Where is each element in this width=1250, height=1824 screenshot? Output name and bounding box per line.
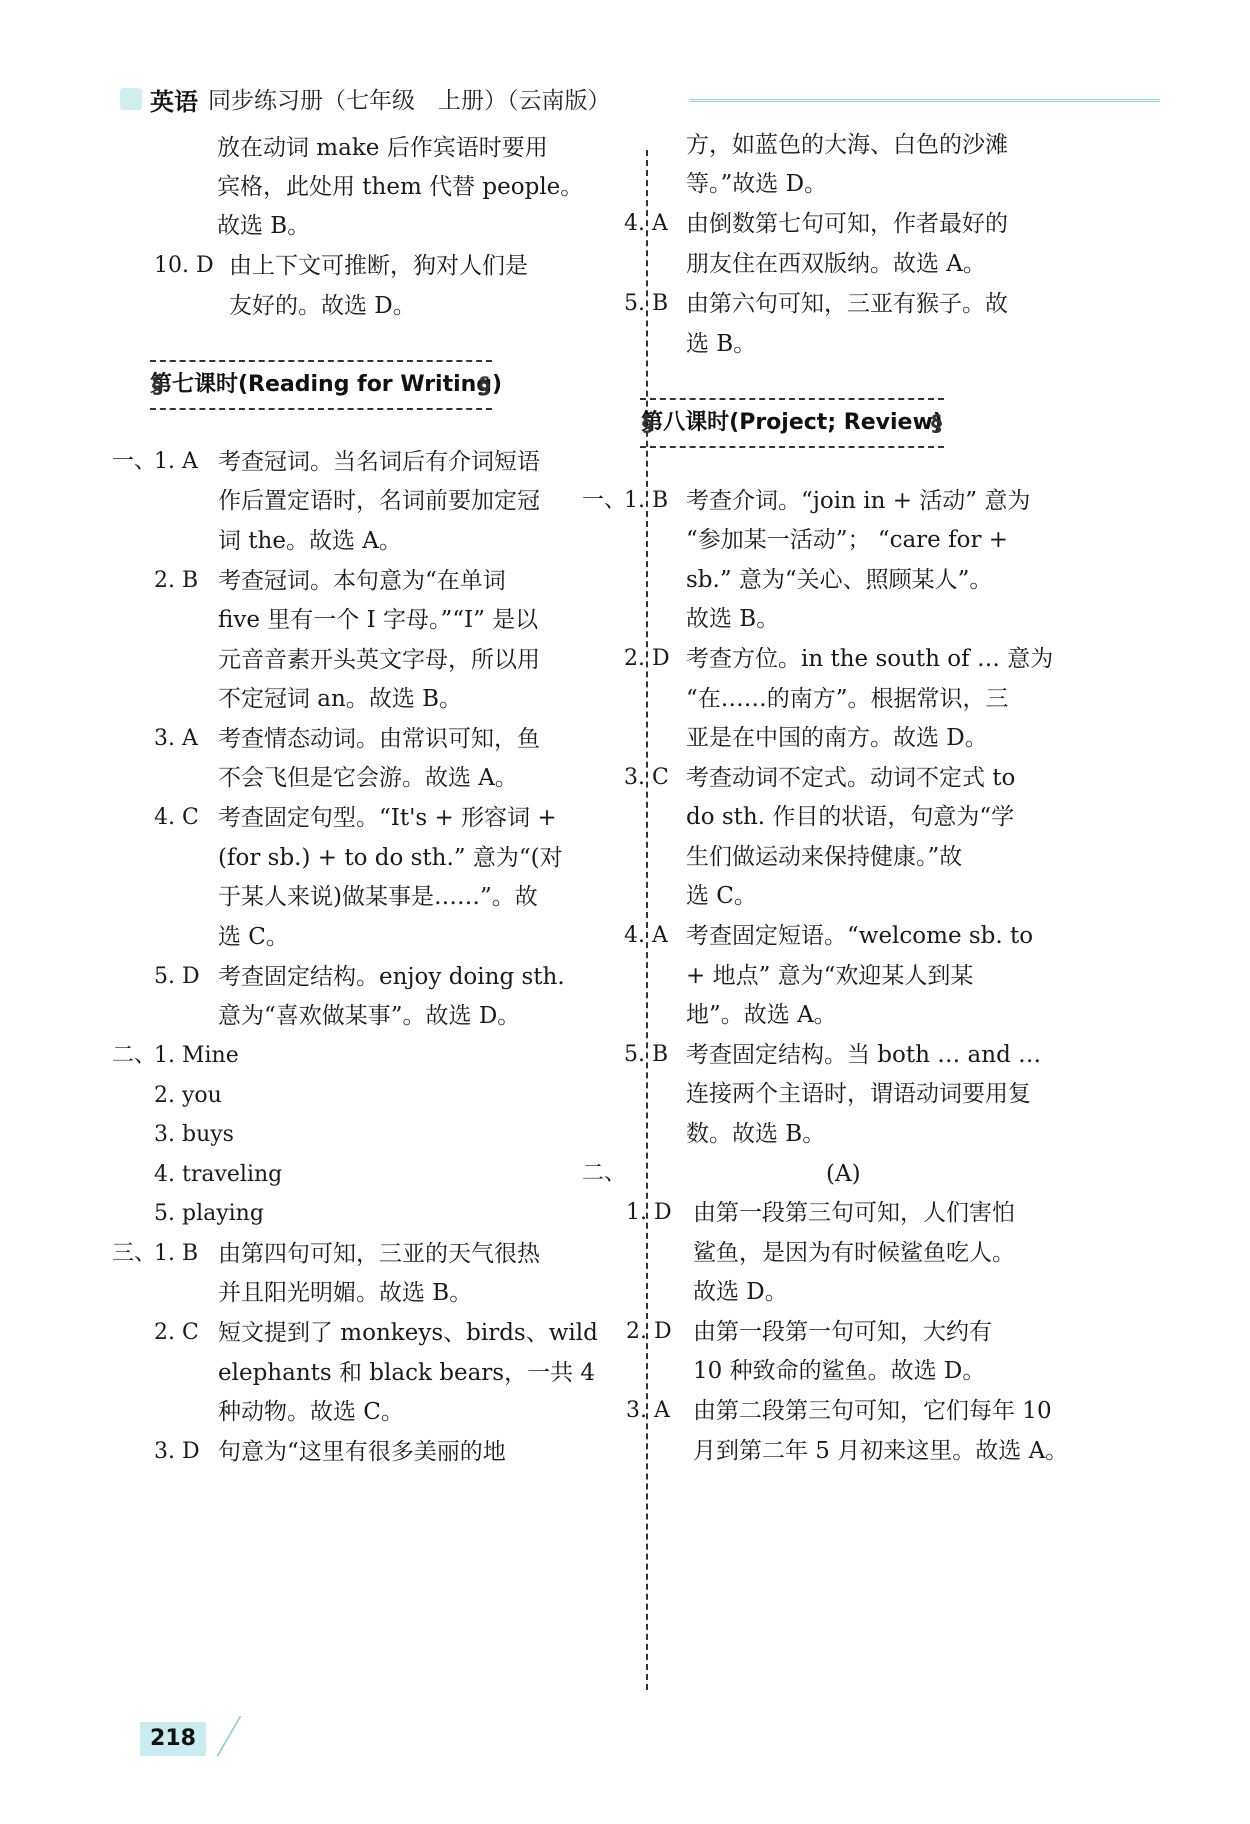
answer-line: 生们做运动来保持健康。”故 [686,844,963,870]
answer-line: 句意为“这里有很多美丽的地 [218,1439,506,1465]
question-number: 1. B [154,1241,199,1266]
answer-line: 10 种致命的鲨鱼。故选 D。 [693,1358,986,1384]
answer-line: 考查介词。“join in + 活动” 意为 [686,488,1031,514]
question-number: 5. B [624,291,669,316]
answer-line: 亚是在中国的南方。故选 D。 [686,725,988,751]
answer-line: 考查固定句型。“It's + 形容词 + [218,805,557,831]
answer-line: 选 B。 [686,331,757,357]
question-number: 3. D [154,1439,200,1464]
section-title-lesson8: § 第八课时(Project; Review) § [640,398,944,448]
answer-line: 连接两个主语时，谓语动词要用复 [686,1081,1031,1107]
answer-line: 等。”故选 D。 [686,171,828,197]
fill-answer: 3. buys [154,1122,234,1147]
part-label: 三、 [112,1241,157,1266]
answer-line: 朋友住在西双版纳。故选 A。 [686,251,986,277]
question-number: 1. B [624,488,669,513]
answer-line: 种动物。故选 C。 [218,1399,404,1425]
answer-line: 不定冠词 an。故选 B。 [218,686,463,712]
answer-line: 考查情态动词。由常识可知，鱼 [218,726,540,752]
answer-line: 不会飞但是它会游。故选 A。 [218,765,518,791]
answer-line: 考查固定短语。“welcome sb. to [686,923,1034,949]
question-number: 2. D [626,1319,672,1344]
answer-line: 由上下文可推断，狗对人们是 [229,253,528,279]
answer-line: 数。故选 B。 [686,1121,826,1147]
question-number: 10. D [154,253,214,278]
answer-line: 考查动词不定式。动词不定式 to [686,765,1016,791]
answer-line: 由第二段第三句可知，它们每年 10 [693,1398,1052,1424]
part-label: 二、 [112,1043,157,1068]
fill-answer: 1. Mine [154,1043,239,1068]
page-header [120,78,1160,118]
answer-line: 作后置定语时，名词前要加定冠 [218,488,540,514]
answer-line: 方，如蓝色的大海、白色的沙滩 [686,132,1008,158]
answer-line: 并且阳光明媚。故选 B。 [218,1280,473,1306]
part-label: 一、 [112,449,157,474]
question-number: 5. D [154,964,200,989]
answer-line: 故选 B。 [686,606,780,632]
question-number: 2. B [154,568,199,593]
section-title-lesson7: § 第七课时(Reading for Writing) § [150,360,492,410]
column-divider [646,150,648,1690]
answer-line: 地”。故选 A。 [686,1002,837,1028]
answer-line: 宾格，此处用 them 代替 people。 [217,174,584,200]
header-subject: 英语 [150,88,198,116]
answer-line: 友好的。故选 D。 [229,293,416,319]
question-number: 5. B [624,1042,669,1067]
question-number: 3. A [154,726,198,751]
answer-line: 由第一段第三句可知，人们害怕 [693,1200,1015,1226]
answer-line: 考查固定结构。当 both … and … [686,1042,1042,1068]
passage-label: (A) [826,1161,861,1187]
answer-line: 考查方位。in the south of … 意为 [686,646,1054,672]
answer-line: “参加某一活动”； “care for + [686,527,1009,553]
answer-line: do sth. 作目的状语，句意为“学 [686,804,1015,830]
answer-line: (for sb.) + to do sth.” 意为“(对 [218,845,563,871]
answer-line: 词 the。故选 A。 [218,528,402,554]
part-label: 一、 [582,488,627,513]
answer-line: 月到第二年 5 月初来这里。故选 A。 [693,1438,1069,1464]
fill-answer: 4. traveling [154,1162,283,1187]
answer-line: 鲨鱼，是因为有时候鲨鱼吃人。 [693,1240,1015,1266]
header-book-title: 同步练习册（七年级 上册）（云南版） [208,88,611,114]
answer-line: 考查冠词。当名词后有介词短语 [218,449,540,475]
question-number: 4. A [624,211,668,236]
answer-line: 由倒数第七句可知，作者最好的 [686,211,1008,237]
answer-line: 考查冠词。本句意为“在单词 [218,568,506,594]
answer-line: 意为“喜欢做某事”。故选 D。 [218,1003,521,1029]
answer-line: 选 C。 [218,924,289,950]
answer-line: + 地点” 意为“欢迎某人到某 [686,963,974,989]
question-number: 2. D [624,646,670,671]
answer-line: 故选 B。 [217,213,311,239]
fill-answer: 5. playing [154,1201,264,1226]
answer-line: 于某人来说)做某事是……”。故 [218,884,538,910]
page-number: 218 [140,1722,206,1756]
answer-line: 由第六句可知，三亚有猴子。故 [686,291,1008,317]
part-label: 二、 [582,1161,627,1186]
answer-line: 元音音素开头英文字母，所以用 [218,647,540,673]
answer-line: sb.” 意为“关心、照顾某人”。 [686,567,993,593]
question-number: 3. C [624,765,669,790]
answer-line: elephants 和 black bears，一共 4 [218,1360,596,1386]
question-number: 2. C [154,1320,199,1345]
answer-line: “在……的南方”。根据常识，三 [686,686,1009,712]
answer-line: five 里有一个 I 字母。”“I” 是以 [218,607,539,633]
answer-line: 选 C。 [686,883,757,909]
answer-line: 考查固定结构。enjoy doing sth. [218,964,565,990]
question-number: 1. A [154,449,198,474]
question-number: 3. A [626,1398,670,1423]
answer-line: 故选 D。 [693,1279,788,1305]
question-number: 4. C [154,805,199,830]
answer-line: 放在动词 make 后作宾语时要用 [217,135,548,161]
fill-answer: 2. you [154,1083,222,1108]
header-color-mark [120,88,142,110]
answer-line: 由第一段第一句可知，大约有 [693,1319,992,1345]
question-number: 1. D [626,1200,672,1225]
header-rule [690,99,1160,102]
answer-line: 由第四句可知，三亚的天气很热 [218,1241,540,1267]
answer-line: 短文提到了 monkeys、birds、wild [218,1320,598,1346]
question-number: 4. A [624,923,668,948]
